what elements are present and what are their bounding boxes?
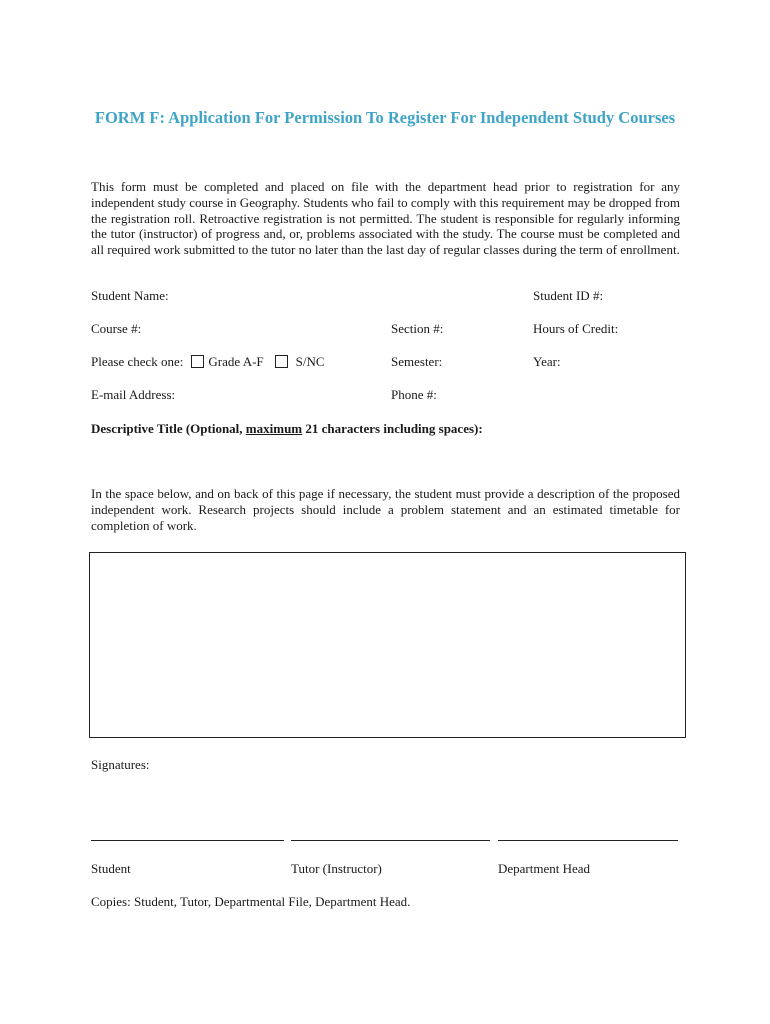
descriptive-title-emphasis: maximum — [245, 421, 303, 436]
student-name-label: Student Name: — [91, 288, 169, 303]
email-label: E-mail Address: — [91, 387, 176, 402]
student-id-label: Student ID #: — [533, 288, 604, 303]
signatures-heading: Signatures: — [91, 757, 150, 772]
department-head-signature-label: Department Head — [498, 861, 591, 876]
snc-checkbox[interactable] — [275, 355, 288, 368]
please-check-label: Please check one: — [91, 354, 184, 369]
student-signature-label: Student — [91, 861, 131, 876]
descriptive-title-prefix: Descriptive Title (Optional, — [91, 421, 246, 436]
tutor-signature-label: Tutor (Instructor) — [291, 861, 382, 876]
descriptive-title-suffix: 21 characters including spaces): — [302, 421, 483, 436]
year-label: Year: — [533, 354, 561, 369]
semester-label: Semester: — [391, 354, 443, 369]
grading-option-row — [91, 354, 325, 370]
descriptive-title-label — [91, 421, 483, 437]
grade-af-checkbox[interactable] — [191, 355, 204, 368]
phone-label: Phone #: — [391, 387, 437, 402]
description-textarea[interactable] — [89, 552, 686, 738]
description-instructions: In the space below, and on back of this page if necessary, the student must provide a description of the proposed independent work. Research projects should include a problem statement and an estimated timetable for completion of work. — [91, 486, 680, 533]
intro-paragraph: This form must be completed and placed on file with the department head prior to registration for any independent study course in Geography. Students who fail to comply with this requirement may be dropped from the registration roll. Retroactive registration is not permitted. The student is responsible for regularly informing the tutor (instructor) of progress and, or, problems associated with the study. The course must be completed and all required work submitted to the tutor no later than the last day of regular classes during the term of enrollment. — [91, 179, 680, 258]
grade-af-label: Grade A-F — [208, 354, 264, 369]
department-head-signature-line[interactable] — [498, 840, 678, 841]
form-title: FORM F: Application For Permission To Register For Independent Study Courses — [94, 108, 676, 127]
section-label: Section #: — [391, 321, 444, 336]
student-signature-line[interactable] — [91, 840, 284, 841]
snc-label: S/NC — [295, 354, 325, 369]
tutor-signature-line[interactable] — [291, 840, 490, 841]
copies-note: Copies: Student, Tutor, Departmental File, Department Head. — [91, 894, 411, 909]
hours-of-credit-label: Hours of Credit: — [533, 321, 619, 336]
course-label: Course #: — [91, 321, 142, 336]
